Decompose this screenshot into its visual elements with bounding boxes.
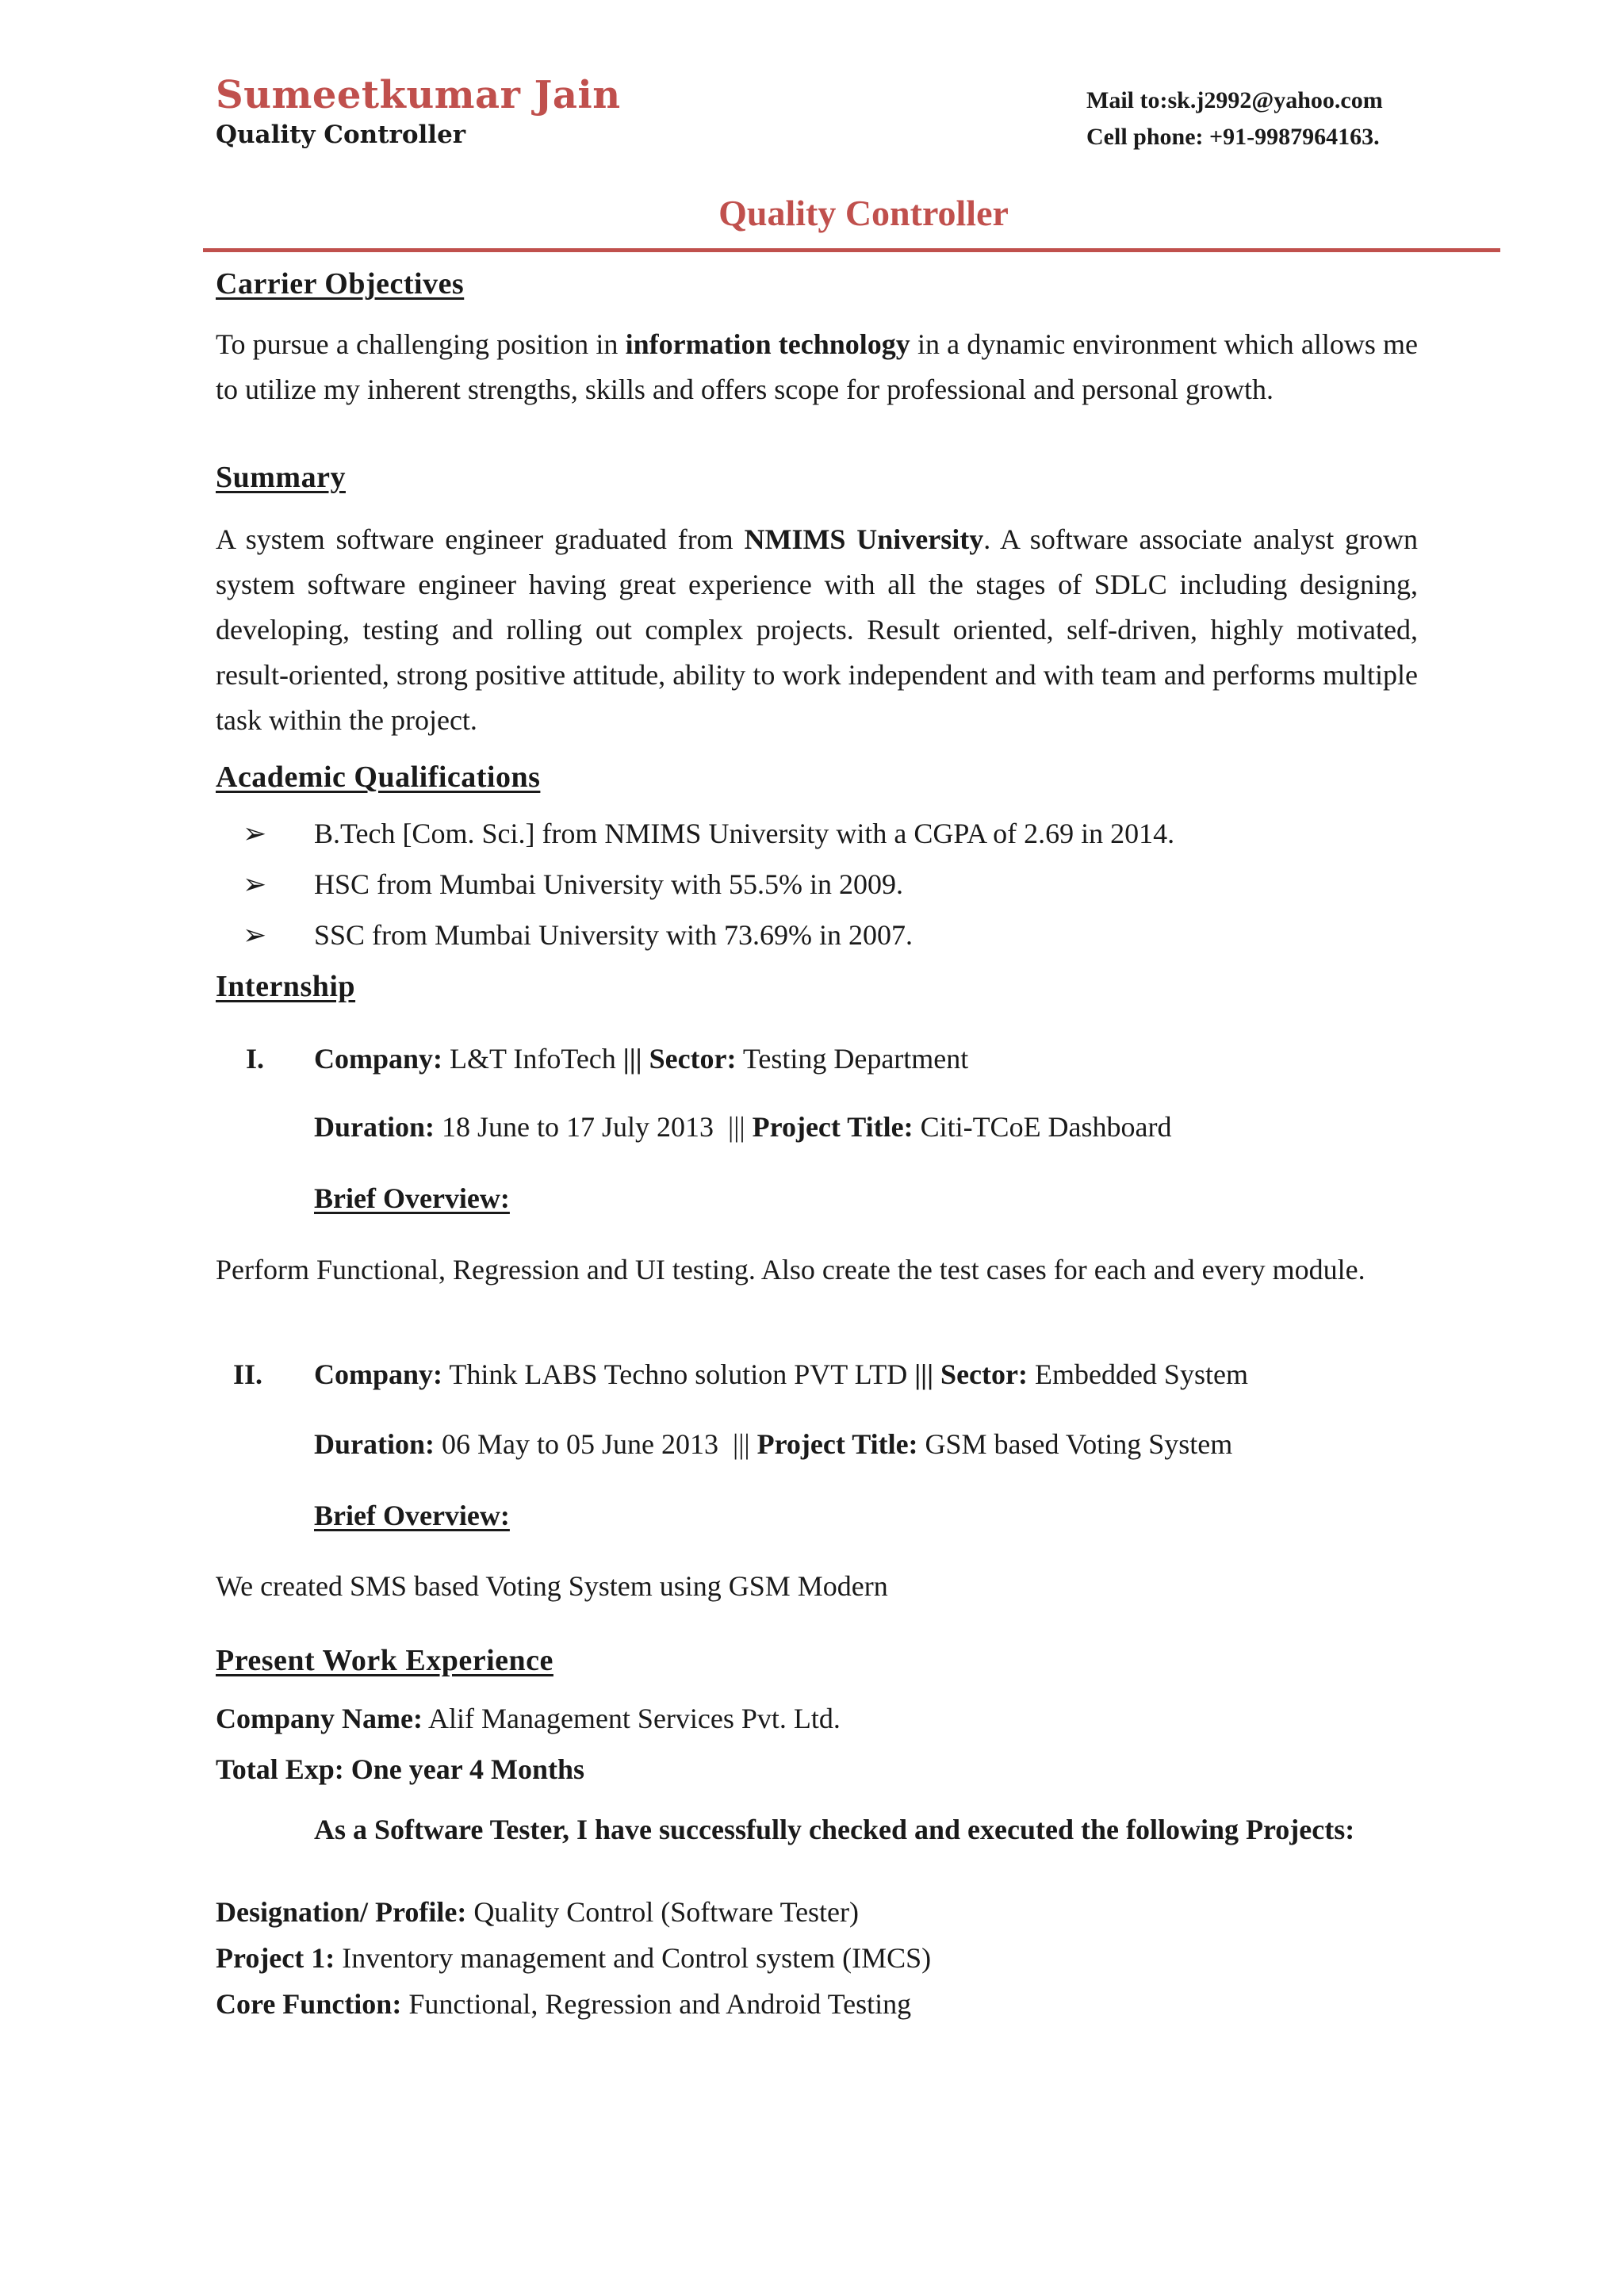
candidate-name: Sumeetkumar Jain xyxy=(216,73,621,117)
academic-item xyxy=(243,868,903,901)
summary-heading: Summary xyxy=(216,461,346,494)
overview-text: Perform Functional, Regression and UI testing. Also create the test cases for each and every module. xyxy=(216,1254,1365,1285)
work-statement: As a Software Tester, I have successfully checked and executed the following Projects: xyxy=(314,1814,1355,1845)
duration-label: Duration: xyxy=(314,1111,435,1143)
work-company xyxy=(216,1702,841,1735)
work-total-experience: Total Exp: One year 4 Months xyxy=(216,1753,585,1785)
separator: ||| xyxy=(622,1043,642,1075)
objectives-text xyxy=(216,322,1418,412)
core-value: Functional, Regression and Android Testing xyxy=(408,1988,912,2020)
internship-company-line xyxy=(314,1358,1248,1391)
company-value: Think LABS Techno solution PVT LTD xyxy=(449,1358,908,1390)
internship-heading: Internship xyxy=(216,970,356,1003)
objectives-heading: Carrier Objectives xyxy=(216,267,465,301)
summary-text-pre: A system software engineer graduated from xyxy=(216,523,745,555)
separator: ||| xyxy=(914,1358,934,1390)
contact-email: Mail to:sk.j2992@yahoo.com xyxy=(1086,87,1383,113)
company-label: Company: xyxy=(314,1358,443,1390)
sector-value: Embedded System xyxy=(1034,1358,1248,1390)
separator: ||| xyxy=(728,1111,745,1143)
core-label: Core Function: xyxy=(216,1988,402,2020)
duration-value: 06 May to 05 June 2013 xyxy=(442,1428,718,1460)
objectives-text-post: in a dynamic environment which allows me to utilize my inherent strengths, skills and offers scope for professional and personal growth. xyxy=(216,328,1419,405)
sector-label: Sector: xyxy=(940,1358,1028,1390)
overview-text: We created SMS based Voting System using GSM Modern xyxy=(216,1570,888,1602)
company-value: L&T InfoTech xyxy=(450,1043,616,1075)
academic-item xyxy=(243,817,1174,850)
work-designation xyxy=(216,1895,859,1929)
designation-label: Designation/ Profile: xyxy=(216,1896,467,1928)
project-value: Citi-TCoE Dashboard xyxy=(920,1111,1172,1143)
academic-item-text: HSC from Mumbai University with 55.5% in 2009. xyxy=(314,868,903,900)
sector-value: Testing Department xyxy=(742,1043,969,1075)
separator: ||| xyxy=(732,1428,750,1460)
work-core-function xyxy=(216,1987,911,2021)
internship-company-line xyxy=(314,1042,968,1075)
summary-text-bold: NMIMS University xyxy=(744,523,984,555)
title-divider xyxy=(203,248,1500,252)
overview-label: Brief Overview: xyxy=(314,1500,510,1531)
duration-value: 18 June to 17 July 2013 xyxy=(442,1111,714,1143)
company-value: Alif Management Services Pvt. Ltd. xyxy=(428,1703,841,1734)
summary-text-post: . A software associate analyst grown system software engineer having great experience with all the stages of SDLC including designing, developing, testing and rolling out complex projects. Result oriented, self-driven, highly motivated, result-oriented, strong positive attitude, ability to work independent and with team and performs multiple task within the project. xyxy=(216,523,1418,736)
academic-item-text: B.Tech [Com. Sci.] from NMIMS University with a CGPA of 2.69 in 2014. xyxy=(314,818,1175,849)
internship-number: I. xyxy=(246,1043,265,1075)
work-heading: Present Work Experience xyxy=(216,1644,553,1677)
objectives-text-pre: To pursue a challenging position in xyxy=(216,328,626,360)
document-title: Quality Controller xyxy=(718,193,1009,233)
contact-phone: Cell phone: +91-9987964163. xyxy=(1086,124,1380,150)
arrow-bullet-icon: ➢ xyxy=(243,868,267,900)
project-value: GSM based Voting System xyxy=(925,1428,1233,1460)
internship-duration-line xyxy=(314,1427,1232,1461)
project-value: Inventory management and Control system (IMCS) xyxy=(342,1942,932,1974)
summary-text xyxy=(216,517,1418,743)
company-label: Company: xyxy=(314,1043,443,1075)
academic-item-text: SSC from Mumbai University with 73.69% in 2007. xyxy=(314,919,913,951)
project-label: Project 1: xyxy=(216,1942,335,1974)
project-label: Project Title: xyxy=(756,1428,918,1460)
arrow-bullet-icon: ➢ xyxy=(243,919,267,951)
objectives-text-bold: information technology xyxy=(625,328,910,360)
duration-label: Duration: xyxy=(314,1428,435,1460)
academic-item xyxy=(243,918,913,952)
internship-number: II. xyxy=(233,1358,263,1390)
project-label: Project Title: xyxy=(752,1111,914,1143)
candidate-role: Quality Controller xyxy=(216,121,466,149)
internship-duration-line xyxy=(314,1110,1172,1144)
company-label: Company Name: xyxy=(216,1703,423,1734)
work-project xyxy=(216,1941,931,1975)
designation-value: Quality Control (Software Tester) xyxy=(473,1896,860,1928)
sector-label: Sector: xyxy=(649,1043,737,1075)
overview-label: Brief Overview: xyxy=(314,1182,510,1214)
arrow-bullet-icon: ➢ xyxy=(243,818,267,849)
academic-heading: Academic Qualifications xyxy=(216,761,541,794)
